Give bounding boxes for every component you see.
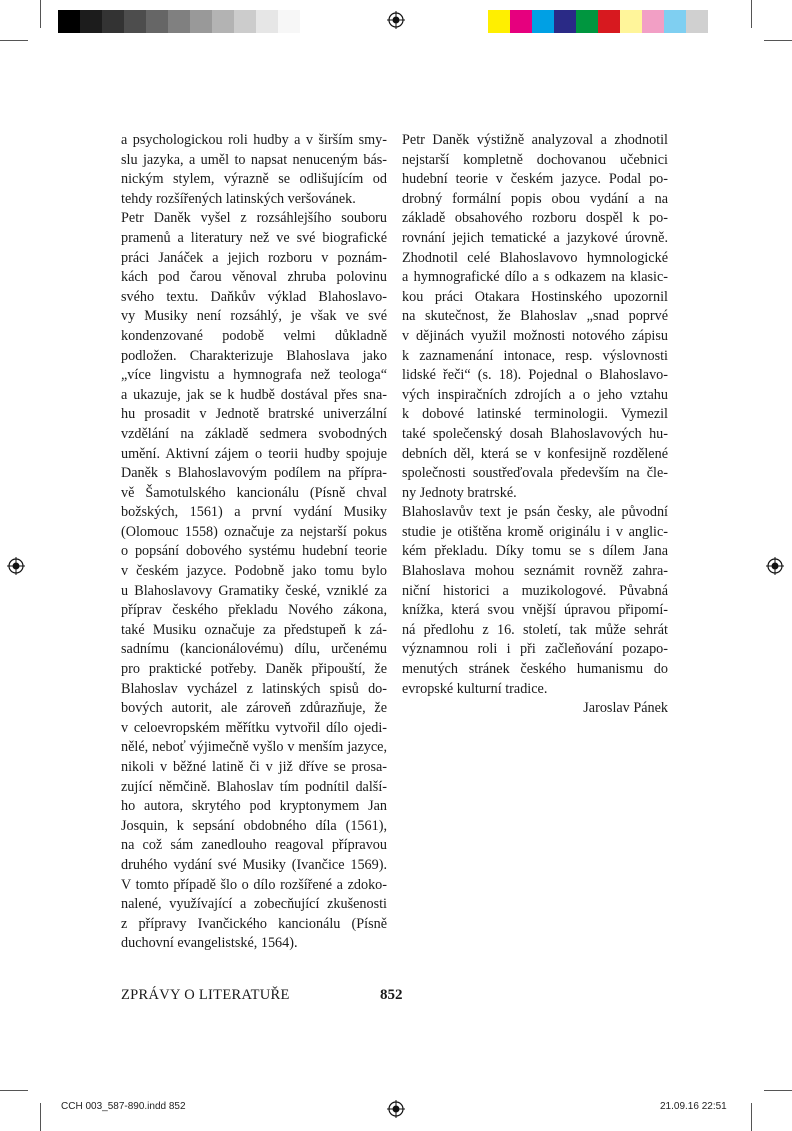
color-swatch bbox=[686, 10, 708, 33]
color-swatch bbox=[190, 10, 212, 33]
color-swatch bbox=[642, 10, 664, 33]
text-line: Blahoslavův text je psán česky, ale původní bbox=[402, 504, 668, 521]
text-line: zující němčině. Blahoslav tím podnítil další- bbox=[121, 778, 387, 795]
text-line: vy Musiky není rozsáhlý, je však ve své bbox=[121, 308, 387, 325]
text-line: příprav českého překladu Nového zákona, bbox=[121, 602, 387, 619]
color-swatch bbox=[532, 10, 554, 33]
text-line: knížka, která svou vnější úpravou připomí- bbox=[402, 602, 668, 619]
text-line: základě obsahového rozboru dospěl k po- bbox=[402, 210, 668, 227]
text-line: k dobové latinské terminologii. Vymezil bbox=[402, 406, 668, 423]
color-swatch bbox=[146, 10, 168, 33]
color-swatch bbox=[554, 10, 576, 33]
text-line: v dějinách využil možnosti notového zápisu bbox=[402, 327, 668, 344]
text-line: v českém jazyce. Podobně jako tomu bylo bbox=[121, 563, 387, 580]
color-swatch bbox=[256, 10, 278, 33]
text-line: vzdělání na základě sedmera svobodných bbox=[121, 425, 387, 442]
crop-mark bbox=[764, 40, 792, 41]
text-line: niční historici a muzikologové. Půvabná bbox=[402, 582, 668, 599]
crop-mark bbox=[751, 1103, 752, 1131]
text-line: v celoevropském měřítku vytvořil dílo ojedi- bbox=[121, 719, 387, 736]
text-line: pramenů a literatury než ve své biografické bbox=[121, 229, 387, 246]
text-line: debních děl, která se v konfesijně rozdělené bbox=[402, 445, 668, 462]
text-line: a psychologickou roli hudby a v širším smy- bbox=[121, 132, 387, 148]
text-line: společnosti soustřeďovala především na čle- bbox=[402, 465, 668, 482]
text-line: hu prosadit v Jednotě bratrské univerzální bbox=[121, 406, 387, 423]
text-line: u Blahoslavovy Gramatiky české, vzniklé za bbox=[121, 582, 387, 599]
text-line: studie je otištěna kromě originálu i v anglic- bbox=[402, 523, 668, 540]
slug-file-info: CCH 003_587-890.indd 852 bbox=[61, 1101, 186, 1112]
color-swatch bbox=[488, 10, 510, 33]
text-line: hudební teorie v českém jazyce. Podal po- bbox=[402, 171, 668, 188]
registration-mark-icon bbox=[387, 11, 405, 29]
crop-mark bbox=[751, 0, 752, 28]
text-line: evropské kulturní tradice. bbox=[402, 680, 548, 697]
color-swatch bbox=[664, 10, 686, 33]
text-line: sadnímu (kancionálovému) dílu, určenému bbox=[121, 641, 387, 658]
color-swatch bbox=[510, 10, 532, 33]
text-line: významnou roli i při začleňování pozapo- bbox=[402, 641, 668, 658]
text-line: Zhodnotil celé Blahoslavovo hymnologické bbox=[402, 249, 668, 266]
registration-mark-icon bbox=[7, 557, 25, 575]
text-line: drobný formální popis obou vydání a na bbox=[402, 190, 668, 207]
crop-mark bbox=[40, 1103, 41, 1131]
color-swatch bbox=[598, 10, 620, 33]
text-line: vě Šamotulského kancionálu (Písně chval bbox=[121, 484, 387, 501]
author-signature: Jaroslav Pánek bbox=[583, 700, 668, 717]
text-line: Daněk s Blahoslavovým podílem na přípra- bbox=[121, 465, 387, 482]
color-swatch bbox=[576, 10, 598, 33]
text-line: bových autorit, ale zároveň zdůrazňuje, že bbox=[121, 700, 387, 717]
color-swatch bbox=[620, 10, 642, 33]
grayscale-color-bar bbox=[58, 10, 300, 33]
color-swatch bbox=[212, 10, 234, 33]
text-line: nalené, využívající a zobecňující zkušenosti bbox=[121, 896, 387, 913]
text-line: menutých stránek českého humanismu do bbox=[402, 661, 668, 678]
color-swatch bbox=[278, 10, 300, 33]
text-line: na což sám zanedlouho reagoval přípravou bbox=[121, 837, 387, 854]
page-number: 852 bbox=[380, 987, 403, 1003]
text-line: umění. Aktivní zájem o teorii hudby spojuje bbox=[121, 445, 387, 462]
text-line: Josquin, k sepsání obdobného díla (1561), bbox=[121, 817, 387, 834]
text-line: a hymnografické dílo a s odkazem na klasic- bbox=[402, 269, 668, 286]
text-line: kou práci Otakara Hostinského upozornil bbox=[402, 288, 668, 305]
text-line: „více lingvistu a hymnografa než teologa“ bbox=[121, 367, 387, 384]
text-line: slu jazyka, a uměl to napsat nenuceným bás- bbox=[121, 151, 387, 168]
color-swatch bbox=[80, 10, 102, 33]
text-line: božských, 1561) a první vydání Musiky bbox=[121, 504, 387, 521]
text-line: také Musiku označuje za předstupeň k zá- bbox=[121, 621, 387, 638]
text-line: tehdy rozšířených latinských veršovánek. bbox=[121, 190, 356, 207]
text-line: nělé, neboť výjimečně vyšlo v menším jazyce, bbox=[121, 739, 387, 756]
text-line: duchovní evangelistské, 1564). bbox=[121, 935, 298, 952]
text-line: (Olomouc 1558) označuje za nejstarší pokus bbox=[121, 523, 387, 540]
crop-mark bbox=[0, 1090, 28, 1091]
text-line: podložen. Charakterizuje Blahoslava jako bbox=[121, 347, 387, 364]
text-line: ho autora, skrytého pod kryptonymem Jan bbox=[121, 798, 387, 815]
text-line: Petr Daněk vyšel z rozsáhlejšího souboru bbox=[121, 210, 387, 227]
text-line: V tomto případě šlo o dílo rozšířené a zdoko- bbox=[121, 876, 387, 893]
crop-mark bbox=[764, 1090, 792, 1091]
text-line: Petr Daněk výstižně analyzoval a zhodnotil bbox=[402, 132, 668, 148]
text-column-left bbox=[121, 131, 387, 954]
text-line: nejstarší kompletně dochovanou učebnici bbox=[402, 151, 668, 168]
registration-mark-icon bbox=[766, 557, 784, 575]
color-swatch bbox=[102, 10, 124, 33]
text-line: ná předlohu z 16. století, tak může sehrát bbox=[402, 621, 668, 638]
text-line: vých inspiračních zdrojích a o jeho vztahu bbox=[402, 386, 668, 403]
text-line: pro praktické potřeby. Daněk připouští, že bbox=[121, 661, 387, 678]
slug-timestamp: 21.09.16 22:51 bbox=[660, 1101, 727, 1112]
text-column-right bbox=[402, 131, 668, 719]
text-line: kách pod čarou věnoval zhruba polovinu bbox=[121, 269, 387, 286]
text-line: o popsání dobového systému hudební teorie bbox=[121, 543, 387, 560]
text-line: také společenský dosah Blahoslavových hu- bbox=[402, 425, 668, 442]
text-line: a ukazuje, jak se k hudbě dostával přes sna- bbox=[121, 386, 387, 403]
text-line: svého textu. Daňkův výklad Blahoslavo- bbox=[121, 288, 387, 305]
registration-mark-icon bbox=[387, 1100, 405, 1118]
cmyk-color-bar bbox=[488, 10, 708, 33]
text-line: druhého vydání své Musiky (Ivančice 1569). bbox=[121, 856, 387, 873]
text-line: Blahoslava mohou seznámit rovněž zahra- bbox=[402, 563, 668, 580]
text-line: na skutečnost, že Blahoslav „snad poprvé bbox=[402, 308, 668, 325]
text-line: z přípravy Ivančického kancionálu (Písně bbox=[121, 915, 387, 932]
crop-mark bbox=[40, 0, 41, 28]
text-line: ny Jednoty bratrské. bbox=[402, 484, 517, 501]
text-line: nikoli v běžné latině či v již dříve se prosa- bbox=[121, 759, 387, 775]
text-line: lidské řeči“ (s. 18). Pojednal o Blahoslavo- bbox=[402, 367, 668, 384]
color-swatch bbox=[124, 10, 146, 33]
crop-mark bbox=[0, 40, 28, 41]
text-line: Blahoslav vycházel z latinských spisů do- bbox=[121, 680, 387, 697]
color-swatch bbox=[234, 10, 256, 33]
color-swatch bbox=[168, 10, 190, 33]
text-line: rovnání jejich tematické a jazykové úrovně. bbox=[402, 229, 668, 246]
text-line: kondenzované podobě velmi důkladně bbox=[121, 327, 387, 344]
text-line: práci Janáček a jejich rozboru v poznám- bbox=[121, 249, 387, 266]
text-line: kém překladu. Díky tomu se s dílem Jana bbox=[402, 543, 668, 560]
color-swatch bbox=[58, 10, 80, 33]
text-line: nickým stylem, výrazně se odlišujícím od bbox=[121, 171, 387, 188]
text-line: k zaznamenání intonace, resp. výslovnosti bbox=[402, 347, 668, 364]
running-footer-title: ZPRÁVY O LITERATUŘE bbox=[121, 987, 290, 1003]
